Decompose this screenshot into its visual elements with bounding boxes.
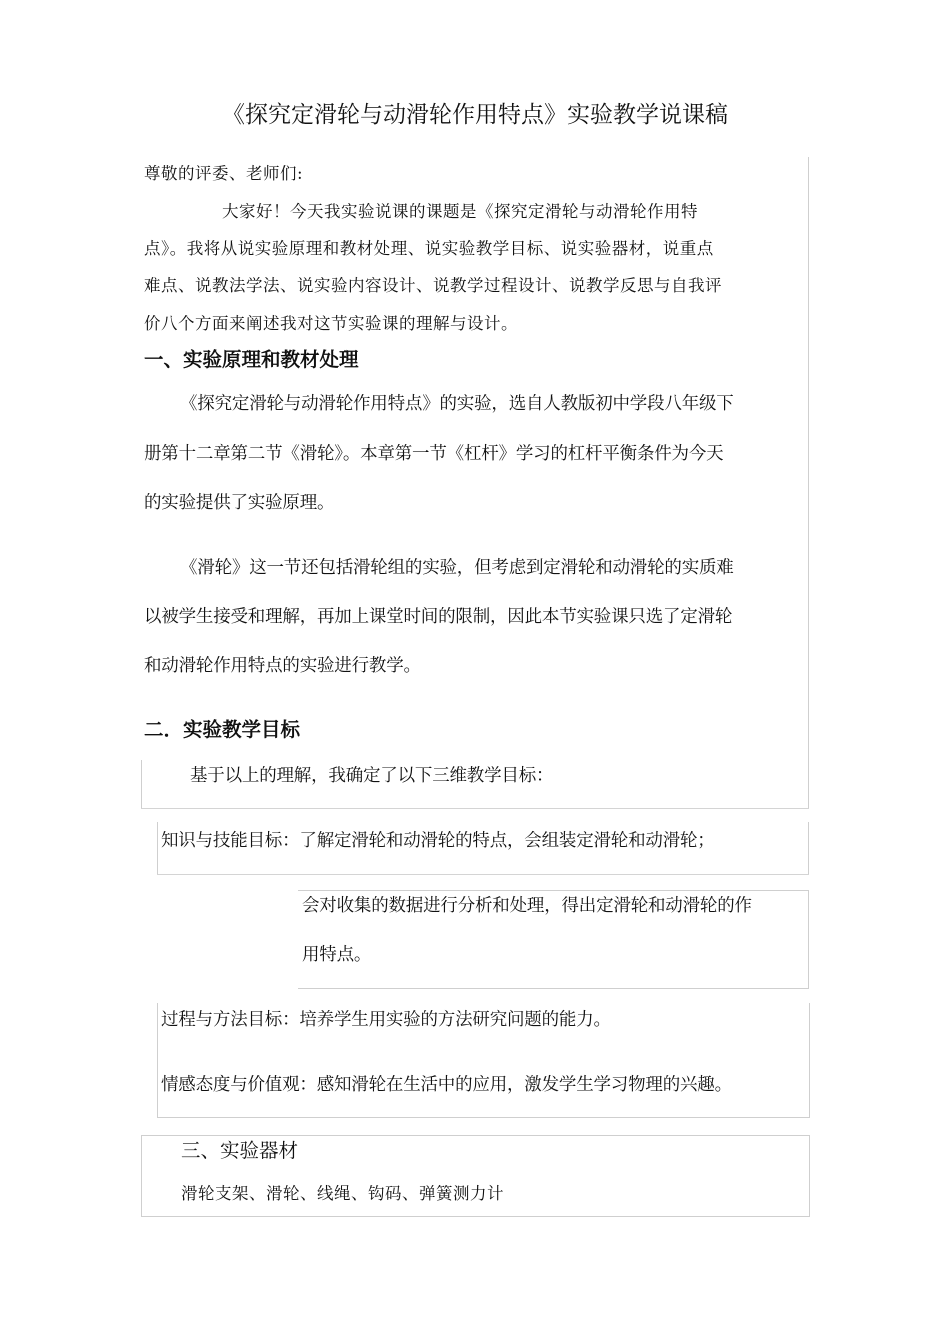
equipment-list: 滑轮支架、滑轮、线绳、钩码、弹簧测力计 [181,1184,504,1203]
section1-para1-line2: 册第十二章第二节《滑轮》。本章第一节《杠杆》学习的杠杆平衡条件为今天 [144,444,724,464]
section2-lead: 基于以上的理解，我确定了以下三维教学目标： [190,766,554,786]
intro-line-3: 难点、说教法学法、说实验内容设计、说教学过程设计、说教学反思与自我评 [144,276,722,295]
process-goal: 过程与方法目标：培养学生用实验的方法研究问题的能力。 [161,1010,611,1030]
goal-row-border-left [157,822,158,874]
intro-line-4: 价八个方面来阐述我对这节实验课的理解与设计。 [144,314,518,333]
table-border-left [141,760,142,808]
page-title: 《探究定滑轮与动滑轮作用特点》实验教学说课稿 [222,102,728,128]
knowledge-goal-cont-line1: 会对收集的数据进行分析和处理，得出定滑轮和动滑轮的作 [302,896,752,916]
table-border-right [808,157,809,808]
goal-row-border-bottom [157,874,809,875]
table-border-bottom [141,808,809,809]
intro-line-2: 点》。我将从说实验原理和教材处理、说实验教学目标、说实验器材，说重点 [144,239,714,258]
section1-para1-line3: 的实验提供了实验原理。 [144,493,335,513]
greeting: 尊敬的评委、老师们: [144,164,304,183]
emotion-goal: 情感态度与价值观：感知滑轮在生活中的应用，激发学生学习物理的兴趣。 [161,1075,732,1095]
knowledge-goal: 知识与技能目标：了解定滑轮和动滑轮的特点，会组装定滑轮和动滑轮； [161,831,715,851]
section2-heading: 二．实验教学目标 [144,718,301,741]
section1-para2-line1: 《滑轮》这一节还包括滑轮组的实验，但考虑到定滑轮和动滑轮的实质难 [180,558,734,578]
section1-para2-line2: 以被学生接受和理解，再加上课堂时间的限制，因此本节实验课只选了定滑轮 [144,607,733,627]
section1-heading: 一、实验原理和教材处理 [144,348,359,371]
section1-para2-line3: 和动滑轮作用特点的实验进行教学。 [144,656,421,676]
knowledge-goal-cont-line2: 用特点。 [302,945,372,965]
section1-para1-line1: 《探究定滑轮与动滑轮作用特点》的实验，选自人教版初中学段八年级下 [180,394,734,414]
goal-row-border-right [808,822,809,874]
section3-heading: 三、实验器材 [181,1139,299,1162]
intro-line-1: 大家好！今天我实验说课的课题是《探究定滑轮与动滑轮作用特 [222,202,698,221]
